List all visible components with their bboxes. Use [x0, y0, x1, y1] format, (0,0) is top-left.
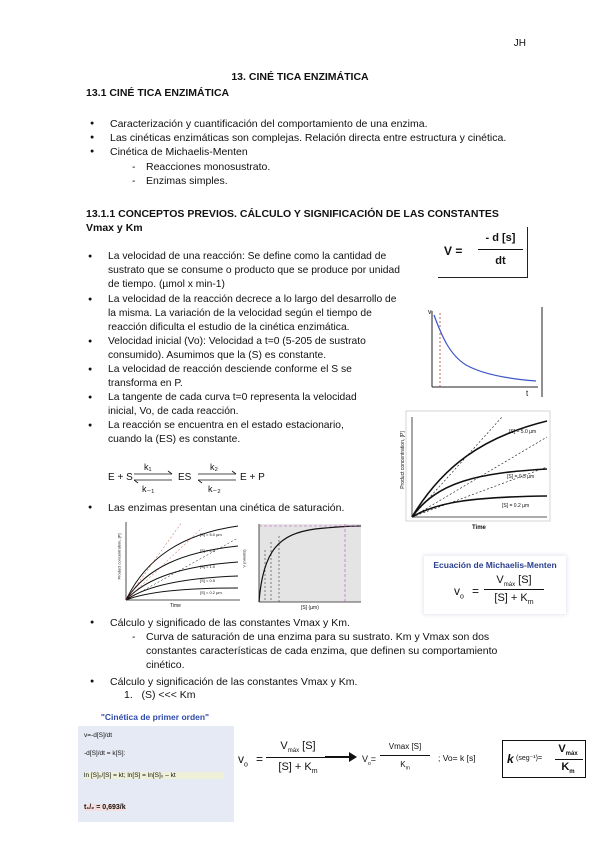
calc-list-2 — [110, 675, 530, 689]
list-item: ● La velocidad de reacción desciende conforme el S se transforma en P. — [108, 363, 378, 391]
calc-sublist — [146, 630, 526, 672]
list-item: ● La velocidad de una reacción: Se define como la cantidad de sustrato que se consume o producto que se produce por unidad de tiempo. (µmol x min-1) — [108, 250, 408, 292]
k-equation-box — [502, 740, 586, 778]
product-time-plot — [392, 407, 552, 537]
product-time-figure — [392, 407, 552, 537]
concept-list — [108, 250, 408, 447]
right-arrow-icon — [325, 750, 357, 764]
saturation-plot — [245, 520, 363, 612]
reaction-right: E + P — [240, 472, 265, 483]
fraction-bar — [555, 759, 583, 760]
equilibrium-arrow-1 — [134, 470, 174, 484]
velocity-lhs: V = — [444, 244, 463, 258]
saturation-y-label: V (nmol/s) — [241, 549, 247, 568]
curve-label: [S] = 0.5 µm — [507, 474, 535, 480]
bottom-vo: $v_o$ — [238, 752, 248, 769]
list-item: ● Cinética de Michaelis-Menten — [110, 145, 570, 159]
progress-x-label: Time — [472, 525, 486, 531]
list-item: ● Caracterización y cuantificación del comportamiento de una enzima. — [110, 117, 570, 131]
k-units: (seg⁻¹)= — [516, 755, 543, 762]
mm-lhs: $v_o$ — [454, 584, 464, 601]
mm-equals: = — [472, 584, 480, 598]
mm-denominator: $[S] + K_m$ — [494, 592, 534, 607]
list-item: - Reacciones monosustrato. — [146, 160, 446, 174]
small-curve-label: [S] = 5.0 µm — [200, 532, 222, 537]
small-y-label: Product concentration, [P] — [116, 533, 122, 580]
simplified-equation — [362, 742, 434, 782]
k-1-label: k₋₁ — [142, 484, 155, 494]
list-item: ● Las cinéticas enzimáticas son complejas. Relación directa entre estructura y cinética. — [110, 131, 570, 145]
t-axis-label: t — [526, 389, 529, 398]
list-item: - Curva de saturación de una enzima para su sustrato. Km y Vmax son dos constantes características de cada enzima, que definen su comportamiento cinético. — [146, 630, 526, 672]
k1-label: k₁ — [144, 462, 152, 472]
k2-label: k₂ — [210, 462, 218, 472]
first-order-title: "Cinética de primer orden" — [100, 712, 210, 722]
velocity-numerator: - d [s] — [485, 232, 516, 244]
first-order-rate: ; Vo= k [s] — [438, 753, 476, 763]
saturation-x-label: [S] (µm) — [301, 605, 319, 611]
small-x-label: Time — [170, 603, 181, 609]
bottom-denominator: $[S] + K_m$ — [278, 761, 318, 776]
section-title: 13.1 CINÉ TICA ENZIMÁTICA — [86, 87, 230, 99]
document-title: 13. CINÉ TICA ENZIMÁTICA — [231, 71, 369, 83]
simplified-denominator: $K_m$ — [400, 760, 410, 772]
reaction-scheme — [108, 460, 268, 496]
saturation-list — [108, 501, 408, 515]
velocity-equation-box — [438, 227, 528, 278]
first-order-panel — [78, 726, 234, 822]
small-curve-label: [S] = 2.0 — [200, 548, 216, 553]
fraction-bar — [478, 249, 523, 250]
first-order-line: -d[S]/dt = k[S]: — [84, 750, 126, 757]
first-order-line: v=-d[S]/dt — [84, 732, 112, 739]
equilibrium-arrow-2 — [198, 470, 238, 484]
k-denominator: $K_m$ — [561, 761, 575, 776]
calc-item-1: 1. (S) <<< Km — [124, 689, 196, 701]
velocity-time-figure — [420, 307, 544, 399]
list-item: ● Cálculo y significación de las constantes Vmax y Km. — [110, 675, 530, 689]
k-2-label: k₋₂ — [208, 484, 221, 494]
small-progress-figure — [112, 518, 242, 610]
fraction-bar — [380, 755, 430, 756]
page-initials: JH — [513, 38, 526, 49]
first-order-line: ln [S]₀/[S] = kt; ln[S] = ln[S]₀ – kt — [84, 772, 224, 779]
curve-label: [S] = 5.0 µm — [509, 429, 537, 435]
bottom-mm-equation — [238, 740, 338, 780]
list-item: - Enzimas simples. — [146, 174, 446, 188]
simplified-vo: $V_o=$ — [362, 754, 377, 767]
velocity-denominator: dt — [495, 255, 506, 267]
small-progress-plot — [112, 518, 242, 610]
curve-label: [S] = 0.2 µm — [502, 503, 530, 509]
reaction-mid: ES — [178, 472, 192, 483]
fraction-bar — [484, 589, 544, 590]
bottom-numerator: $V_{máx}$ [S] — [280, 740, 316, 755]
saturation-figure — [241, 520, 363, 612]
k-symbol: k — [507, 752, 514, 766]
calc-list-1 — [110, 616, 530, 630]
list-item: ● La tangente de cada curva t=0 representa la velocidad inicial, Vo, de cada reacción. — [108, 391, 373, 419]
mm-title: Ecuación de Michaelis-Menten — [433, 560, 557, 570]
michaelis-menten-box — [424, 556, 566, 614]
list-item: ● La reacción se encuentra en el estado estacionario, cuando la (ES) es constante. — [108, 419, 373, 447]
list-item: ● Las enzimas presentan una cinética de saturación. — [108, 501, 408, 515]
k-numerator: $V_{máx}$ — [558, 743, 578, 758]
small-curve-label: [S] = 0.5 — [200, 578, 216, 583]
reaction-left: E + S — [108, 472, 133, 483]
small-curve-label: [S] = 1.0 — [200, 564, 216, 569]
progress-y-label: Product concentration, [P] — [399, 431, 406, 489]
v-axis-label: v — [428, 309, 432, 316]
mm-numerator: $V_{máx}$ [S] — [496, 574, 532, 589]
simplified-numerator: Vmax [S] — [388, 742, 422, 751]
small-curve-label: [S] = 0.2 µm — [200, 590, 222, 595]
intro-list — [110, 117, 570, 159]
fraction-bar — [266, 757, 330, 758]
list-item: ● Velocidad inicial (Vo): Velocidad a t=0 (5-205 de sustrato consumido). Asumimos que la (S) es constante. — [108, 335, 393, 363]
list-item: ● Cálculo y significado de las constantes Vmax y Km. — [110, 616, 530, 630]
subsection-title: 13.1.1 CONCEPTOS PREVIOS. CÁLCULO Y SIGNIFICACIÓN DE LAS CONSTANTES Vmax y Km — [86, 208, 499, 234]
bottom-equals: = — [256, 752, 264, 766]
mm-sublist — [146, 160, 446, 188]
first-order-line: t₁/₂ = 0,693/k — [84, 804, 126, 811]
velocity-time-plot — [420, 307, 544, 399]
list-item: ● La velocidad de la reacción decrece a lo largo del desarrollo de la misma. La variación de la velocidad según el tiempo de reacción dificulta el estudio de la cinética enzimática. — [108, 293, 398, 335]
